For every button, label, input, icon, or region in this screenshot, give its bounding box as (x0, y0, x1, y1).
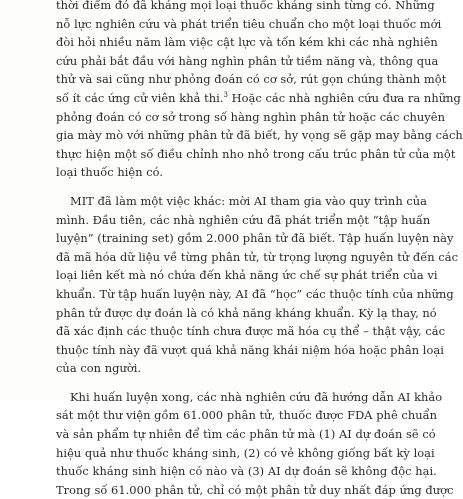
text-line: nỗ lực nghiên cứu và phát triển tiêu chuẩn cho một loại thuốc mới (56, 16, 442, 31)
text-line: Khi huấn luyện xong, các nhà nghiên cứu đã hướng dẫn AI khảo (70, 389, 443, 404)
text-line: MIT đã làm một việc khác: mời AI tham gia vào quy trình của (70, 193, 428, 208)
text-line: và sản phẩm tự nhiên để tìm các phân tử mà (1) AI dự đoán sẽ có (56, 427, 436, 442)
text-line: luyện” (training set) gồm 2.000 phân tử đã biết. Tập huấn luyện này (56, 231, 454, 246)
text-line: khuẩn. Từ tập huấn luyện này, AI đã “học” các thuộc tính của những (56, 286, 454, 301)
text-line: đã xác định các thuộc tính chưa được mã hóa cụ thể – thật vậy, các (56, 324, 446, 339)
text-line: thực hiện một số điều chỉnh nho nhỏ trong cấu trúc phân tử của một (56, 146, 456, 161)
paragraph-2 (56, 192, 459, 378)
text-line: loại thuốc hiện có. (56, 165, 164, 180)
paragraph-3 (56, 388, 454, 499)
paragraph-gap (56, 182, 356, 192)
text-line: thuốc kháng sinh hiện có nào và (3) AI dự đoán sẽ không độc hại. (56, 464, 437, 479)
text-line: Trong số 61.000 phân tử, chỉ có một phân tử duy nhất đáp ứng được (56, 482, 454, 497)
paragraph-1 (56, 0, 463, 182)
text-line: loại liên kết mà nó chứa đến khả năng ức chế sự phát triển của vi (56, 268, 438, 283)
text-line: cứu phải bắt đầu với hàng nghìn phân tử tiềm năng và, thông qua (56, 53, 439, 68)
text-line: đòi hỏi nhiều năm làm việc cật lực và tốn kém khi các nhà nghiên (56, 35, 438, 50)
text-line (56, 89, 461, 108)
text-line: phân tử được dự đoán là có khả năng kháng khuẩn. Kỳ lạ thay, nó (56, 305, 437, 320)
text-line: của con người. (56, 361, 142, 376)
paragraph-gap (56, 378, 356, 388)
text-line: thời điểm đó đã kháng mọi loại thuốc kháng sinh từng có. Những (56, 0, 435, 12)
text-line: thuộc tính này đã vượt quá khả năng khái niệm hóa hoặc phân loại (56, 342, 444, 357)
text-line: gia mày mò với những phân tử đã biết, hy vọng sẽ gặp may bằng cách (56, 128, 463, 143)
footnote-marker: 3 (223, 91, 228, 100)
text-line: thử và sai cũng như phỏng đoán có cơ sở, rút gọn chúng thành một (56, 72, 447, 87)
text-line: phỏng đoán có cơ sở trong số hàng nghìn phân tử hoặc các chuyên (56, 109, 445, 124)
text-line: mình. Đầu tiên, các nhà nghiên cứu đã phát triển một “tập huấn (56, 212, 431, 227)
text-fragment: Hoặc các nhà nghiên cứu đưa ra những (231, 90, 461, 105)
text-line: sát một thư viện gồm 61.000 phân tử, thuốc được FDA phê chuẩn (56, 408, 438, 423)
text-fragment: số ít các ứng cử viên khả thi. (56, 90, 224, 105)
body-text (56, 0, 463, 499)
text-line: hiệu quả như thuốc kháng sinh, (2) có vẻ không giống bất kỳ loại (56, 445, 435, 460)
text-line: đã mã hóa dữ liệu về từng phân tử, từ trọng lượng nguyên tử đến các (56, 249, 459, 264)
